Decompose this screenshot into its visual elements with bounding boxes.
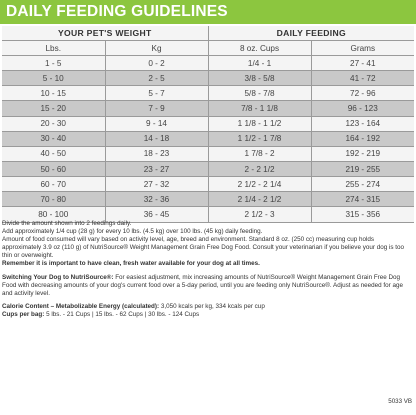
note-calorie bbox=[2, 303, 414, 311]
table-row bbox=[2, 116, 414, 131]
cell-grams: 123 - 164 bbox=[311, 116, 414, 131]
table-row bbox=[2, 131, 414, 146]
cell-cups: 1 1/8 - 1 1/2 bbox=[208, 116, 311, 131]
cell-cups: 3/8 - 5/8 bbox=[208, 71, 311, 86]
column-header-kg: Kg bbox=[105, 41, 208, 56]
table-row bbox=[2, 56, 414, 71]
cell-lbs: 40 - 50 bbox=[2, 146, 105, 161]
cell-grams: 274 - 315 bbox=[311, 192, 414, 207]
cell-grams: 219 - 255 bbox=[311, 161, 414, 176]
calorie-text: 3,050 kcals per kg, 334 kcals per cup bbox=[159, 302, 265, 310]
feeding-table-wrap bbox=[2, 26, 414, 223]
table-row bbox=[2, 177, 414, 192]
cups-per-bag-label: Cups per bag: bbox=[2, 310, 45, 318]
cups-per-bag-text: 5 lbs. - 21 Cups | 15 lbs. - 62 Cups | 30 lbs. - 124 Cups bbox=[44, 310, 200, 318]
cell-kg: 36 - 45 bbox=[105, 207, 208, 222]
switching-label: Switching Your Dog to NutriSource®: bbox=[2, 273, 114, 281]
cell-lbs: 50 - 60 bbox=[2, 161, 105, 176]
cell-grams: 315 - 356 bbox=[311, 207, 414, 222]
cell-grams: 41 - 72 bbox=[311, 71, 414, 86]
cell-kg: 0 - 2 bbox=[105, 56, 208, 71]
note-add: Add approximately 1/4 cup (28 g) for every 10 lbs. (4.5 kg) over 100 lbs. (45 kg) daily feeding. bbox=[2, 228, 263, 236]
cell-kg: 9 - 14 bbox=[105, 116, 208, 131]
table-row bbox=[2, 101, 414, 116]
cell-cups: 2 - 2 1/2 bbox=[208, 161, 311, 176]
feeding-notes bbox=[2, 220, 414, 319]
cell-kg: 27 - 32 bbox=[105, 177, 208, 192]
cell-lbs: 60 - 70 bbox=[2, 177, 105, 192]
feeding-table bbox=[2, 26, 414, 223]
cell-lbs: 10 - 15 bbox=[2, 86, 105, 101]
cell-cups: 2 1/4 - 2 1/2 bbox=[208, 192, 311, 207]
cell-kg: 7 - 9 bbox=[105, 101, 208, 116]
table-row bbox=[2, 146, 414, 161]
note-cups-per-bag bbox=[2, 311, 414, 319]
cell-grams: 164 - 192 bbox=[311, 131, 414, 146]
cell-grams: 72 - 96 bbox=[311, 86, 414, 101]
table-row bbox=[2, 161, 414, 176]
cell-grams: 27 - 41 bbox=[311, 56, 414, 71]
product-code: 5033 VB bbox=[388, 398, 412, 405]
cell-cups: 2 1/2 - 3 bbox=[208, 207, 311, 222]
page-title: DAILY FEEDING GUIDELINES bbox=[0, 0, 416, 24]
note-amount: Amount of food consumed will vary based on activity level, age, breed and environment. Standard 8 oz. (250 cc) measuring cup holds approximately 3.9 oz (110 g) of NutriSource® Weight Management Grain Free Dog Food. Consult your veterinarian if you believe your dog is too thin or overweight. bbox=[2, 236, 405, 260]
cell-cups: 1 7/8 - 2 bbox=[208, 146, 311, 161]
table-row bbox=[2, 86, 414, 101]
calorie-label: Calorie Content – Metabolizable Energy (calculated): bbox=[2, 302, 160, 310]
cell-kg: 14 - 18 bbox=[105, 131, 208, 146]
cell-lbs: 80 - 100 bbox=[2, 207, 105, 222]
cell-lbs: 15 - 20 bbox=[2, 101, 105, 116]
table-row bbox=[2, 192, 414, 207]
cell-lbs: 1 - 5 bbox=[2, 56, 105, 71]
cell-kg: 32 - 36 bbox=[105, 192, 208, 207]
note-switching bbox=[2, 274, 414, 298]
cell-lbs: 5 - 10 bbox=[2, 71, 105, 86]
cell-cups: 7/8 - 1 1/8 bbox=[208, 101, 311, 116]
cell-kg: 18 - 23 bbox=[105, 146, 208, 161]
cell-lbs: 70 - 80 bbox=[2, 192, 105, 207]
column-header-cups: 8 oz. Cups bbox=[208, 41, 311, 56]
cell-grams: 96 - 123 bbox=[311, 101, 414, 116]
cell-cups: 5/8 - 7/8 bbox=[208, 86, 311, 101]
cell-grams: 255 - 274 bbox=[311, 177, 414, 192]
cell-kg: 23 - 27 bbox=[105, 161, 208, 176]
switching-text: For easiest adjustment, mix increasing amounts of NutriSource® Weight Management Grain Free Dog Food with decreasing amounts of your dog's current food over a 5-day period, until you are feeding only NutriSource®. Adjust as needed for age and activity level. bbox=[2, 273, 404, 297]
cell-cups: 1 1/2 - 1 7/8 bbox=[208, 131, 311, 146]
cell-kg: 2 - 5 bbox=[105, 71, 208, 86]
note-water: Remember it is important to have clean, fresh water available for your dog at all times. bbox=[2, 260, 260, 268]
cell-lbs: 30 - 40 bbox=[2, 131, 105, 146]
column-header-grams: Grams bbox=[311, 41, 414, 56]
feeding-group-header: DAILY FEEDING bbox=[208, 26, 414, 41]
cell-cups: 1/4 - 1 bbox=[208, 56, 311, 71]
column-header-lbs: Lbs. bbox=[2, 41, 105, 56]
cell-grams: 192 - 219 bbox=[311, 146, 414, 161]
cell-lbs: 20 - 30 bbox=[2, 116, 105, 131]
cell-kg: 5 - 7 bbox=[105, 86, 208, 101]
note-divide: Divide the amount shown into 2 feedings daily. bbox=[2, 220, 132, 227]
table-row bbox=[2, 71, 414, 86]
weight-group-header: YOUR PET'S WEIGHT bbox=[2, 26, 208, 41]
cell-cups: 2 1/2 - 2 1/4 bbox=[208, 177, 311, 192]
